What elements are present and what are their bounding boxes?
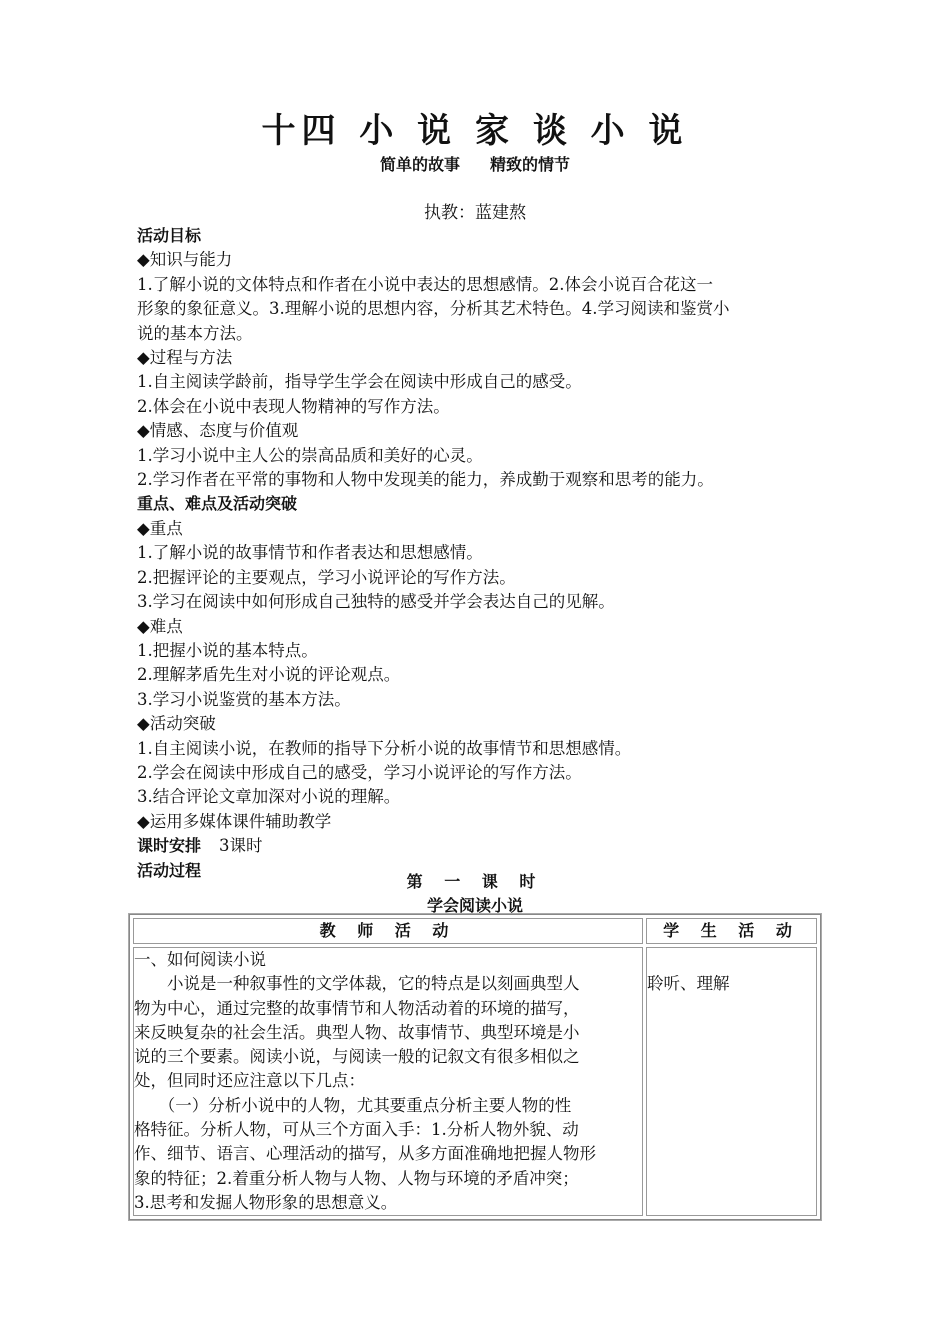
body-line: 1.学习小说中主人公的崇高品质和美好的心灵。 [137, 445, 483, 465]
lesson-number: 第 一 课 时 [406, 872, 544, 891]
teacher-activity-line: 处，但同时还应注意以下几点： [134, 1071, 365, 1091]
author-line: 执教：蓝建熬 [424, 203, 526, 223]
body-line: ◆活动突破 [137, 714, 216, 734]
student-activity-header: 学 生 活 动 [646, 918, 817, 944]
body-line: ◆知识与能力 [137, 250, 233, 270]
body-line: 2.理解茅盾先生对小说的评论观点。 [137, 665, 401, 685]
process-heading: 活动过程 [137, 860, 202, 880]
body-line: 1.自主阅读学龄前，指导学生学会在阅读中形成自己的感受。 [137, 372, 582, 392]
lesson-name: 学会阅读小说 [426, 896, 523, 915]
student-activity-cell [646, 947, 817, 1216]
body-line: 1.了解小说的文体特点和作者在小说中表达的思想感情。2.体会小说百合花这一 [137, 274, 713, 294]
table-header-row [133, 918, 817, 944]
schedule-label: 课时安排 [137, 836, 202, 856]
body-line: 2.把握评论的主要观点，学习小说评论的写作方法。 [137, 567, 516, 587]
body-line: ◆难点 [137, 616, 183, 636]
teacher-activity-line: 来反映复杂的社会生活。典型人物、故事情节、典型环境是小 [134, 1022, 580, 1042]
body-line: 1.了解小说的故事情节和作者表达和思想感情。 [137, 543, 483, 563]
lesson-heading [0, 870, 950, 918]
schedule-line [137, 834, 822, 858]
teacher-activity-header: 教 师 活 动 [133, 918, 643, 944]
subtitle-left: 简单的故事 [379, 155, 460, 174]
body-line: 3.学习在阅读中如何形成自己独特的感受并学会表达自己的见解。 [137, 592, 615, 612]
activity-table [129, 914, 821, 1220]
body-line: 3.学习小说鉴赏的基本方法。 [137, 689, 351, 709]
schedule-value: 3课时 [219, 836, 263, 856]
body-line: ◆运用多媒体课件辅助教学 [137, 811, 332, 831]
teacher-activity-line: 格特征。分析人物，可从三个方面入手：1.分析人物外貌、动 [134, 1120, 579, 1140]
subtitle-right: 精致的情节 [490, 155, 571, 174]
teacher-activity-line: 象的特征；2.着重分析人物与人物、人物与环境的矛盾冲突； [134, 1168, 579, 1188]
body-line: 1.把握小说的基本特点。 [137, 640, 318, 660]
body-line: 形象的象征意义。3.理解小说的思想内容，分析其艺术特色。4.学习阅读和鉴赏小 [137, 299, 730, 319]
teacher-activity-line: 3.思考和发掘人物形象的思想意义。 [134, 1192, 398, 1212]
body-line: ◆过程与方法 [137, 348, 233, 368]
document-title: 十四 小 说 家 谈 小 说 [261, 111, 689, 151]
body-line: ◆情感、态度与价值观 [137, 421, 299, 441]
document-subtitle [0, 154, 950, 176]
body-line: 2.体会在小说中表现人物精神的写作方法。 [137, 396, 450, 416]
teacher-activity-line: （一）分析小说中的人物，尤其要重点分析主要人物的性 [134, 1095, 572, 1115]
body-line: 2.学习作者在平常的事物和人物中发现美的能力，养成勤于观察和思考的能力。 [137, 470, 714, 490]
student-activity-text: 聆听、理解 [647, 974, 730, 993]
teacher-activity-line: 说的三个要素。阅读小说，与阅读一般的记叙文有很多相似之 [134, 1047, 580, 1067]
teacher-activity-line: 一、如何阅读小说 [134, 950, 266, 969]
body-line: 3.结合评论文章加深对小说的理解。 [137, 787, 401, 807]
teacher-activity-line: 小说是一种叙事性的文学体裁，它的特点是以刻画典型人 [134, 974, 580, 994]
section-heading: 重点、难点及活动突破 [137, 494, 298, 514]
teacher-activity-cell [133, 947, 643, 1216]
teacher-activity-line: 物为中心，通过完整的故事情节和人物活动着的环境的描写， [134, 998, 580, 1018]
body-line: 2.学会在阅读中形成自己的感受，学习小说评论的写作方法。 [137, 762, 582, 782]
document-body [137, 224, 822, 883]
body-line: 1.自主阅读小说，在教师的指导下分析小说的故事情节和思想感情。 [137, 738, 632, 758]
section-heading: 活动目标 [137, 226, 202, 245]
body-line: ◆重点 [137, 518, 183, 538]
table-row [133, 947, 817, 1216]
teacher-activity-line: 作、细节、语言、心理活动的描写，从多方面准确地把握人物形 [134, 1144, 596, 1164]
body-line: 说的基本方法。 [137, 323, 253, 343]
